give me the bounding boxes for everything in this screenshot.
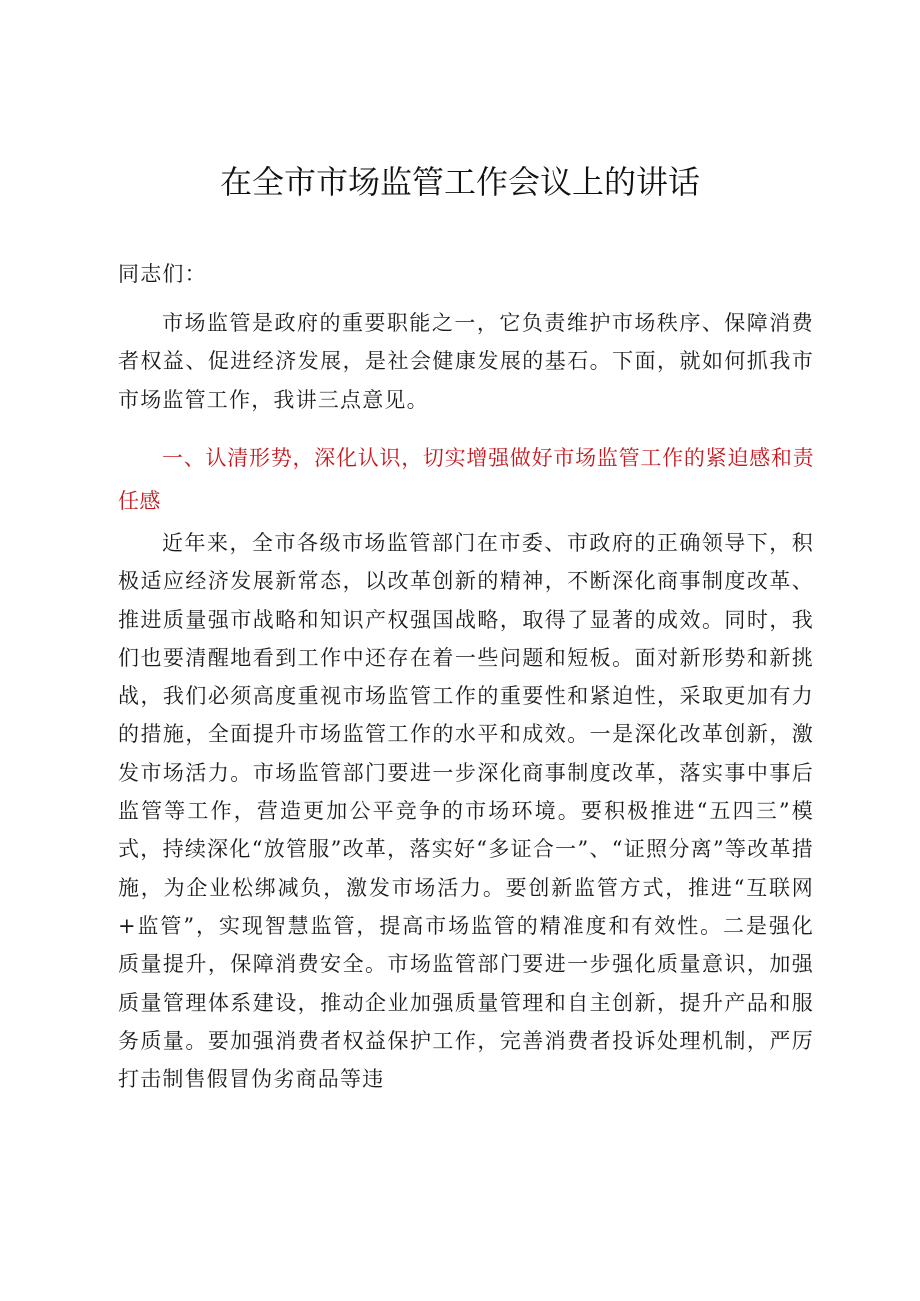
intro-paragraph: 市场监管是政府的重要职能之一，它负责维护市场秩序、保障消费者权益、促进经济发展，是社会健康发展的基石。下面，就如何抓我市市场监管工作，我讲三点意见。 bbox=[118, 311, 814, 412]
document-title: 在全市市场监管工作会议上的讲话 bbox=[219, 163, 700, 201]
section-heading-1: 一、认清形势，深化认识，切实增强做好市场监管工作的紧迫感和责任感 bbox=[118, 446, 814, 513]
salutation: 同志们： bbox=[118, 262, 207, 286]
body-paragraph-1: 近年来，全市各级市场监管部门在市委、市政府的正确领导下，积极适应经济发展新常态，以改革创新的精神，不断深化商事制度改革、推进质量强市战略和知识产权强国战略，取得了显著的成效。同时，我们也要清醒地看到工作中还存在着一些问题和短板。面对新形势和新挑战，我们必须高度重视市场监管工作的重要性和紧迫性，采取更加有力的措施，全面提升市场监管工作的水平和成效。一是深化改革创新，激发市场活力。市场监管部门要进一步深化商事制度改革，落实事中事后监管等工作，营造更加公平竞争的市场环境。要积极推进“五四三”模式，持续深化“放管服”改革，落实好“多证合一”、“证照分离”等改革措施，为企业松绑减负，激发市场活力。要创新监管方式，推进“互联网+监管”，实现智慧监管，提高市场监管的精准度和有效性。二是强化质量提升，保障消费安全。市场监管部门要进一步强化质量意识，加强质量管理体系建设，推动企业加强质量管理和自主创新，提升产品和服务质量。要加强消费者权益保护工作，完善消费者投诉处理机制，严厉打击制售假冒伪劣商品等违 bbox=[118, 531, 814, 1092]
